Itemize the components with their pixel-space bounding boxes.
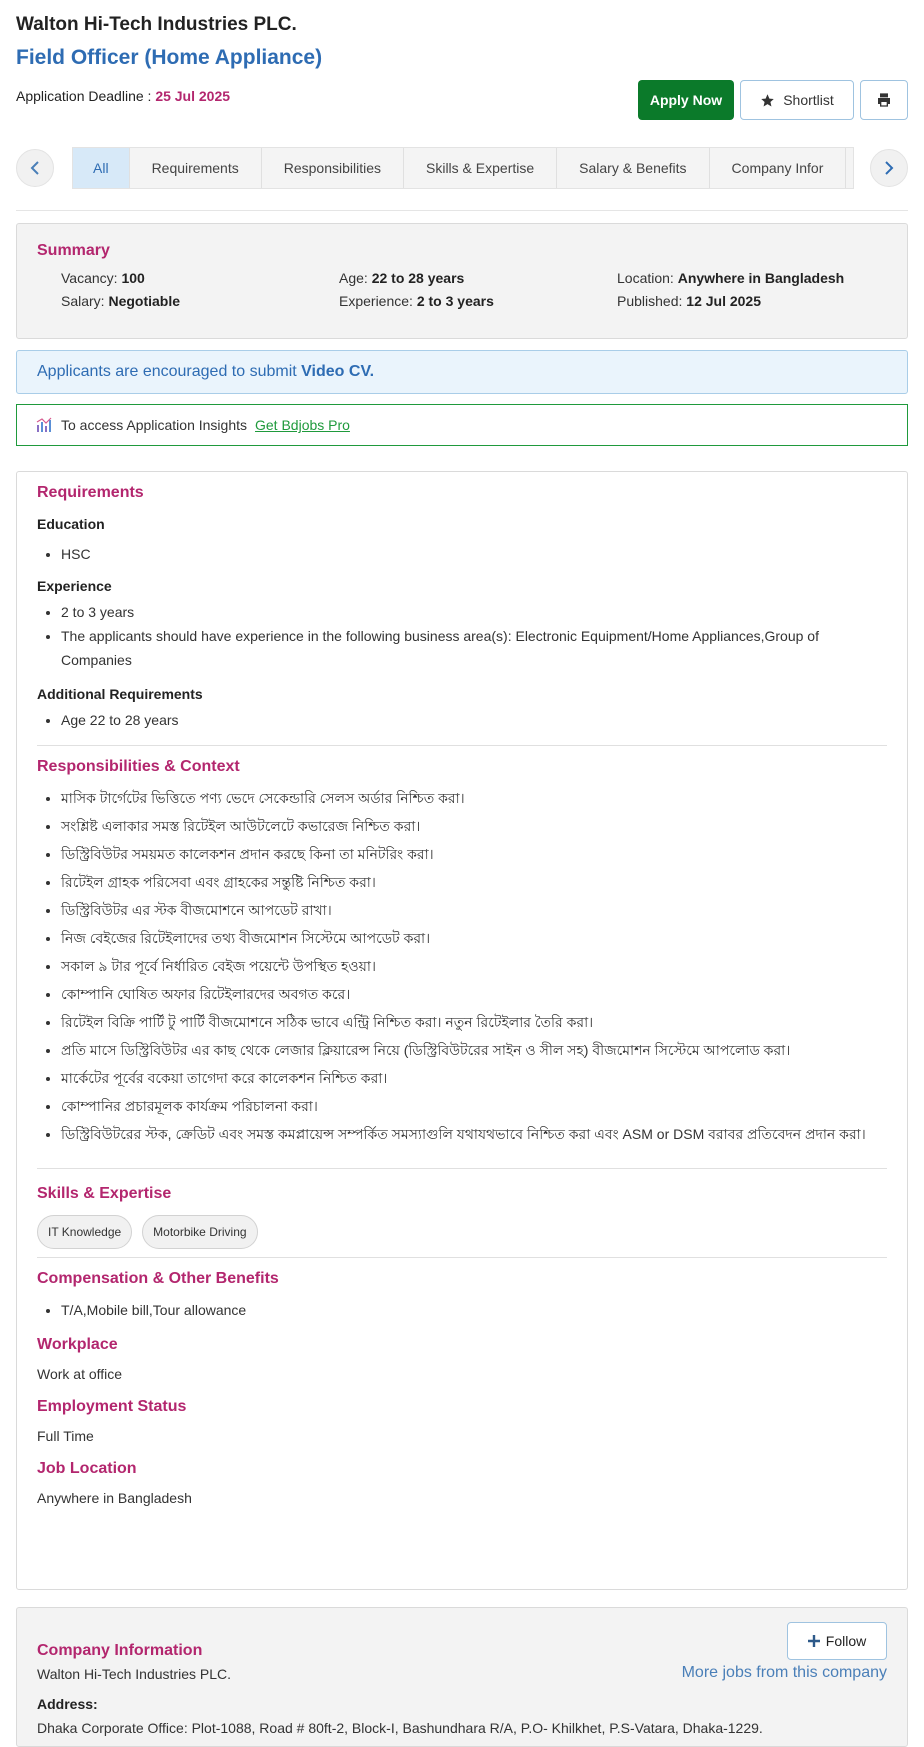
skill-chip: Motorbike Driving <box>142 1215 257 1249</box>
summary-experience <box>339 293 617 309</box>
printer-icon <box>876 92 892 108</box>
list-item: • ডিস্ট্রিবিউটরের স্টক, ক্রেডিট এবং সমস্ত কমপ্লায়েন্স সম্পর্কিত সমস্যাগুলি যথাযথভাবে নিশ্চিত করা এবং ASM or DSM বরাবর প্রতিবেদন প্রদান করা। <box>61 1120 887 1148</box>
list-item: • 2 to 3 years <box>61 600 887 624</box>
compensation-title: Compensation & Other Benefits <box>37 1270 279 1287</box>
workplace-title: Workplace <box>37 1336 118 1353</box>
deadline-date: 25 Jul 2025 <box>155 88 231 104</box>
summary-vacancy <box>61 270 339 286</box>
additional-requirements-title: Additional Requirements <box>37 686 203 702</box>
additional-requirements-list <box>37 708 887 732</box>
divider <box>37 745 887 746</box>
published-value: 12 Jul 2025 <box>686 293 762 309</box>
list-item: • সংশ্লিষ্ট এলাকার সমস্ত রিটেইল আউটলেটে কভারেজ নিশ্চিত করা। <box>61 812 887 840</box>
skills-title: Skills & Expertise <box>37 1185 172 1202</box>
list-item: • ডিস্ট্রিবিউটর এর স্টক বীজমোশনে আপডেট রাখা। <box>61 896 887 924</box>
shortlist-button[interactable] <box>740 80 854 120</box>
list-item: • T/A,Mobile bill,Tour allowance <box>61 1298 887 1322</box>
shortlist-label: Shortlist <box>783 92 834 108</box>
summary-location <box>617 270 887 286</box>
address-label: Address: <box>37 1696 98 1712</box>
location-value: Anywhere in Bangladesh <box>677 270 845 286</box>
job-actions <box>638 80 908 120</box>
video-cv-banner <box>16 350 908 394</box>
list-item: • প্রতি মাসে ডিস্ট্রিবিউটর এর কাছ থেকে লেজার ক্লিয়ারেন্স নিয়ে (ডিস্ট্রিবিউটরের সাইন ও সীল সহ) বীজমোশন সিস্টেমে আপলোড করা। <box>61 1036 887 1064</box>
video-cv-text: Applicants are encouraged to submit <box>37 363 297 380</box>
summary-published <box>617 293 887 309</box>
company-name: Walton Hi-Tech Industries PLC. <box>16 14 297 35</box>
list-item: • Age 22 to 28 years <box>61 708 887 732</box>
company-address: Dhaka Corporate Office: Plot-1088, Road # 80ft-2, Block-I, Bashundhara R/A, P.O- Khilkhet, P.S-Vatara, Dhaka-1229. <box>37 1720 763 1736</box>
tab-company-information[interactable]: Company Infor <box>710 148 847 188</box>
list-item: • রিটেইল বিক্রি পার্টি টু পার্টি বীজমোশনে সঠিক ভাবে এন্ট্রি নিশ্চিত করা। নতুন রিটেইলার তৈরি করা। <box>61 1008 887 1036</box>
company-info-title: Company Information <box>37 1642 203 1659</box>
insights-text: To access Application Insights <box>61 417 247 433</box>
more-jobs-link[interactable]: More jobs from this company <box>681 1664 887 1681</box>
summary-salary <box>61 293 339 309</box>
list-item: • কোম্পানির প্রচারমূলক কার্যক্রম পরিচালনা করা। <box>61 1092 887 1120</box>
print-button[interactable] <box>860 80 908 120</box>
insights-banner <box>16 404 908 446</box>
company-info-name: Walton Hi-Tech Industries PLC. <box>37 1666 231 1682</box>
experience-value: 2 to 3 years <box>416 293 494 309</box>
chevron-left-icon <box>30 161 40 175</box>
list-item: • HSC <box>61 542 887 566</box>
age-label: Age: <box>339 270 368 286</box>
published-label: Published: <box>617 293 683 309</box>
vacancy-value: 100 <box>121 270 145 286</box>
section-tabs <box>72 147 854 189</box>
plus-icon <box>808 1635 820 1647</box>
summary-card <box>16 223 908 339</box>
summary-age <box>339 270 617 286</box>
company-information-card <box>16 1607 908 1747</box>
compensation-list <box>37 1298 887 1322</box>
deadline-row <box>16 80 908 134</box>
chart-icon <box>35 416 53 434</box>
workplace-value: Work at office <box>37 1366 123 1382</box>
list-item: • ডিস্ট্রিবিউটর সময়মত কালেকশন প্রদান করছে কিনা তা মনিটরিং করা। <box>61 840 887 868</box>
requirements-title: Requirements <box>37 484 144 501</box>
vacancy-label: Vacancy: <box>61 270 118 286</box>
list-item: • The applicants should have experience in the following business area(s): Electronic Equipment/Home Appliances,Group of Companies <box>61 624 887 672</box>
experience-list <box>37 600 887 672</box>
employment-status-value: Full Time <box>37 1428 94 1444</box>
job-details-card <box>16 471 908 1590</box>
skills-list <box>37 1215 887 1249</box>
list-item: • সকাল ৯ টার পূর্বে নির্ধারিত বেইজ পয়েন্টে উপস্থিত হওয়া। <box>61 952 887 980</box>
experience-label: Experience: <box>339 293 413 309</box>
tabs-prev-button[interactable] <box>16 149 54 187</box>
tab-bar <box>16 144 908 192</box>
tab-skills-expertise[interactable]: Skills & Expertise <box>404 148 557 188</box>
list-item: • কোম্পানি ঘোষিত অফার রিটেইলারদের অবগত করে। <box>61 980 887 1008</box>
summary-grid <box>37 270 887 309</box>
job-location-title: Job Location <box>37 1460 137 1477</box>
list-item: • মাসিক টার্গেটের ভিত্তিতে পণ্য ভেদে সেকেন্ডারি সেলস অর্ডার নিশ্চিত করা। <box>61 784 887 812</box>
responsibilities-title: Responsibilities & Context <box>37 758 240 775</box>
get-bdjobs-pro-link[interactable]: Get Bdjobs Pro <box>255 417 350 433</box>
tab-all[interactable]: All <box>73 148 130 188</box>
application-deadline <box>16 80 230 104</box>
star-icon <box>760 93 775 108</box>
chevron-right-icon <box>884 161 894 175</box>
education-title: Education <box>37 516 105 532</box>
experience-title: Experience <box>37 578 112 594</box>
apply-now-button[interactable]: Apply Now <box>638 80 734 120</box>
skill-chip: IT Knowledge <box>37 1215 132 1249</box>
salary-value: Negotiable <box>108 293 181 309</box>
education-list <box>37 542 887 566</box>
list-item: • নিজ বেইজের রিটেইলাদের তথ্য বীজমোশন সিস্টেমে আপডেট করা। <box>61 924 887 952</box>
tab-requirements[interactable]: Requirements <box>130 148 262 188</box>
location-label: Location: <box>617 270 674 286</box>
divider <box>37 1257 887 1258</box>
follow-button[interactable] <box>787 1622 887 1660</box>
divider <box>16 210 908 211</box>
deadline-label: Application Deadline : <box>16 88 152 104</box>
salary-label: Salary: <box>61 293 105 309</box>
tab-salary-benefits[interactable]: Salary & Benefits <box>557 148 709 188</box>
list-item: • মার্কেটের পূর্বের বকেয়া তাগেদা করে কালেকশন নিশ্চিত করা। <box>61 1064 887 1092</box>
divider <box>37 1168 887 1169</box>
summary-title: Summary <box>37 242 110 259</box>
tab-responsibilities[interactable]: Responsibilities <box>262 148 404 188</box>
employment-status-title: Employment Status <box>37 1398 187 1415</box>
job-location-value: Anywhere in Bangladesh <box>37 1490 192 1506</box>
age-value: 22 to 28 years <box>371 270 465 286</box>
list-item: • রিটেইল গ্রাহক পরিসেবা এবং গ্রাহকের সন্তুষ্টি নিশ্চিত করা। <box>61 868 887 896</box>
video-cv-bold: Video CV. <box>301 363 375 380</box>
follow-label: Follow <box>825 1633 867 1649</box>
job-title: Field Officer (Home Appliance) <box>16 46 323 69</box>
responsibilities-list <box>37 784 887 1148</box>
tabs-next-button[interactable] <box>870 149 908 187</box>
